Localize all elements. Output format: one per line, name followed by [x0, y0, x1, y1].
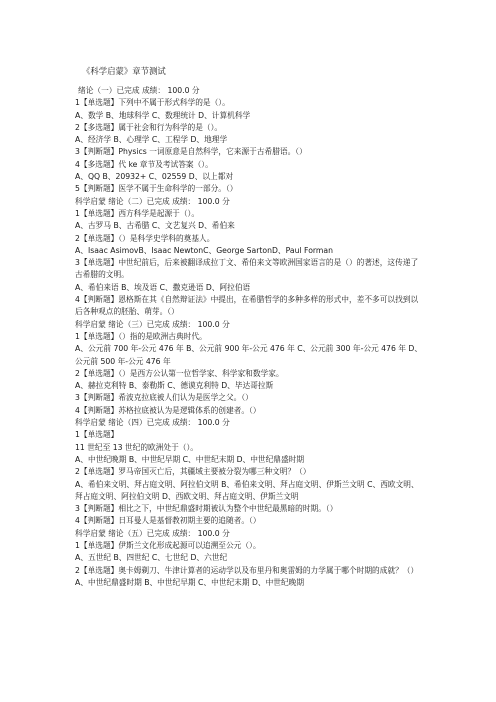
question: 3【判断题】相比之下，中世纪鼎盛时期被认为整个中世纪最黑暗的时期。（） — [75, 504, 338, 514]
question: 4【判断题】日耳曼人是基督教初期主要的追随者。（） — [75, 516, 261, 526]
document-body — [75, 85, 425, 589]
question: 1【单选题】西方科学是起源于（）。 — [75, 208, 200, 218]
section-heading: 科学启蒙 绪论（四）已完成 成绩： 100.0 分 — [75, 418, 230, 428]
question: 1【单选题】下列中不属于形式科学的是（）。 — [75, 98, 230, 108]
section-heading: 科学启蒙 绪论（五）已完成 成绩： 100.0 分 — [75, 528, 230, 538]
question: 1【单选题】伊斯兰文化形成起源可以追溯至公元（）。 — [75, 540, 261, 550]
answer-options: A、Isaac AsimovB、Isaac NewtonC、George SartonD、Paul Forman — [75, 245, 334, 255]
question: 3【判断题】希波克拉底被人们认为是医学之父。（） — [75, 393, 253, 403]
answer-options: A、希伯来语 B、埃及语 C、撒克逊语 D、阿拉伯语 — [75, 282, 251, 292]
answer-options: A、希伯来文明、拜占庭文明、阿拉伯文明 B、希伯来文明、拜占庭文明、伊斯兰文明 C、西欧文明、拜占庭文明、阿拉伯文明 D、西欧文明、拜占庭文明、伊斯兰文明 — [75, 479, 419, 501]
section-heading: 科学启蒙 绪论（二）已完成 成绩： 100.0 分 — [75, 196, 230, 206]
answer-options: A、中世纪鼎盛时期 B、中世纪早期 C、中世纪末期 D、中世纪晚期 — [75, 577, 305, 587]
question: 3【判断题】Physics 一词原意是自然科学，它来源于古希腊语。（） — [75, 147, 307, 157]
answer-options: A、赫拉克利特 B、泰勒斯 C、德谟克利特 D、毕达哥拉斯 — [75, 381, 274, 391]
section-heading: 绪论（一）已完成 成绩： 100.0 分 — [78, 86, 200, 95]
question-text: 11 世纪至 13 世纪的欧洲处于（）。 — [75, 442, 198, 452]
question: 5【判断题】医学不属于生命科学的一部分。（） — [75, 184, 238, 194]
answer-options: A、中世纪晚期 B、中世纪早期 C、中世纪末期 D、中世纪鼎盛时期 — [75, 454, 305, 464]
question: 4【判断题】苏格拉底被认为是逻辑体系的创建者。（） — [75, 405, 261, 415]
section-heading: 科学启蒙 绪论（三）已完成 成绩： 100.0 分 — [75, 319, 230, 329]
question: 1【单选题】 — [75, 430, 119, 440]
answer-options: A、数学 B、地球科学 C、数理统计 D、计算机科学 — [75, 110, 251, 120]
question: 4【多选题】代 ke 章节及考试答案（）。 — [75, 159, 213, 169]
question: 2【单选题】罗马帝国灭亡后，其疆域主要被分裂为哪三种文明？（） — [75, 467, 311, 477]
answer-options: A、经济学 B、心理学 C、工程学 D、地理学 — [75, 135, 228, 145]
question: 2【单选题】奥卡姆剃刀、牛津计算者的运动学以及布里丹和奥雷姆的力学属于哪个时期的成就？（） — [75, 565, 419, 575]
answer-options: A、五世纪 B、四世纪 C、七世纪 D、六世纪 — [75, 553, 228, 563]
answer-options: A、公元前 700 年-公元 476 年 B、公元前 900 年-公元 476 年 C、公元前 300 年-公元 476 年 D、公元前 500 年-公元 476 年 — [75, 344, 423, 366]
question: 2【多选题】属于社会和行为科学的是（）。 — [75, 122, 223, 132]
question: 4【判断题】恩格斯在其《自然辩证法》中提出，在希腊哲学的多种多样的形式中，差不多可以找到以后各种观点的胚胎、萌芽。（） — [75, 295, 419, 317]
answer-options: A、古罗马 B、古希腊 C、文艺复兴 D、希伯来 — [75, 221, 235, 231]
question: 1【单选题】（）指的是欧洲古典时代。 — [75, 331, 207, 341]
question: 3【单选题】中世纪前后，后来被翻译成拉丁文、希伯来文等欧洲国家语言的是（）的著述，这传递了古希腊的文明。 — [75, 258, 419, 280]
document-title: 《科学启蒙》章节测试 — [82, 66, 166, 76]
question: 2【单选题】（）是西方公认第一位哲学家、科学家和数学家。 — [75, 368, 284, 378]
question: 2【单选题】（）是科学史学科的奠基人。 — [75, 233, 215, 243]
answer-options: A、QQ B、20932+ C、02559 D、以上都对 — [75, 172, 234, 182]
